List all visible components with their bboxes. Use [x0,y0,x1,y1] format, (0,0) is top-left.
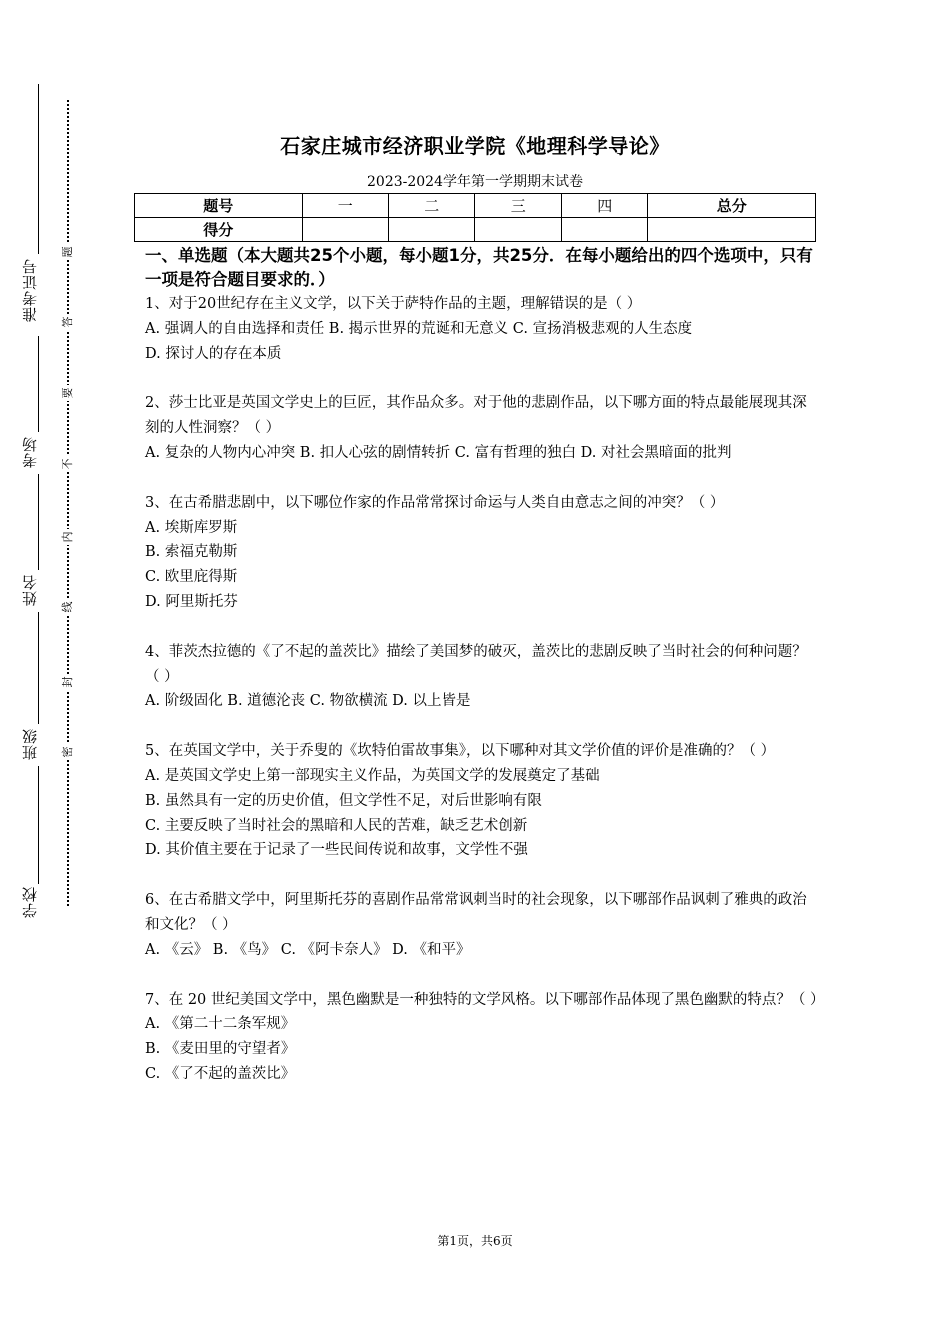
score-header-cell: 二 [388,194,474,218]
seal-char: 密 [62,744,74,760]
seal-char: 答 [62,314,74,330]
section-title: 一、单选题（本大题共25个小题，每小题1分，共25分．在每小题给出的四个选项中，只有一项是符合题目要求的．） [145,246,813,289]
question-options: A. 阶级固化 B. 道德沦丧 C. 物欲横流 D. 以上皆是 [145,693,471,710]
class-label: 班级 [21,728,39,760]
question-option: B. 《麦田里的守望者》 [145,1041,296,1058]
score-cell [475,218,561,242]
question-option: D. 其价值主要在于记录了一些民间传说和故事，文学性不强 [145,842,528,859]
question-options: A. 强调人的自由选择和责任 B. 揭示世界的荒诞和无意义 C. 宣扬消极悲观的人生态度 [145,320,693,337]
question-content [145,244,825,1087]
question-option: B. 虽然具有一定的历史价值，但文学性不足，对后世影响有限 [145,792,542,809]
page-title: 石家庄城市经济职业学院《地理科学导论》 [280,134,670,158]
question-option: A. 是英国文学史上第一部现实主义作品，为英国文学的发展奠定了基础 [145,767,600,784]
question-stem: 4、菲茨杰拉德的《了不起的盖茨比》描绘了美国梦的破灭，盖茨比的悲剧反映了当时社会的何种问题？（ ） [145,643,807,685]
seal-char: 线 [62,599,74,615]
question [145,739,820,863]
question-stem: 1、对于20世纪存在主义文学，以下关于萨特作品的主题，理解错误的是（ ） [145,296,642,312]
score-header-cell: 三 [475,194,561,218]
score-cell [648,218,816,242]
question-option: A. 埃斯库罗斯 [145,519,238,536]
question-option: C. 《了不起的盖茨比》 [145,1065,296,1082]
question [145,391,820,465]
question-option: B. 索福克勒斯 [145,544,238,561]
exam-subtitle: 2023-2024学年第一学期期末试卷 [367,174,583,190]
page-footer: 第1页，共6页 [437,1234,513,1248]
question [145,988,825,1087]
score-header-cell: 四 [561,194,647,218]
seal-char: 不 [62,456,74,472]
question-option: A. 《第二十二条军规》 [145,1016,296,1033]
score-cell [388,218,474,242]
question-option: C. 欧里庇得斯 [145,569,238,586]
seal-char: 题 [62,244,74,260]
question-stem: 3、在古希腊悲剧中，以下哪位作家的作品常常探讨命运与人类自由意志之间的冲突？（ ） [145,494,725,511]
score-table [134,193,816,242]
question [145,292,820,366]
question [145,888,820,962]
name-label: 姓名 [21,574,39,606]
question [145,491,820,615]
score-header-cell: 题号 [135,194,303,218]
seal-char: 封 [62,674,74,690]
question-option: D. 阿里斯托芬 [145,593,238,610]
seal-dotted-line [67,100,69,906]
score-cell [302,218,388,242]
question-stem: 5、在英国文学中，关于乔叟的《坎特伯雷故事集》，以下哪种对其文学价值的评价是准确的？（ ） [145,743,776,760]
exam-number-line [38,84,39,254]
question-options: A. 复杂的人物内心冲突 B. 扣人心弦的剧情转折 C. 富有哲理的独白 D. 对社会黑暗面的批判 [145,444,732,461]
score-header-cell: 总分 [648,194,816,218]
score-cell [561,218,647,242]
school-label: 学校 [21,886,39,918]
school-line [38,766,39,884]
question [145,640,820,714]
score-table-header-row [135,194,816,218]
question-option: C. 主要反映了当时社会的黑暗和人民的苦难，缺乏艺术创新 [145,817,528,834]
score-table-score-row [135,218,816,242]
name-line [38,474,39,570]
seal-char: 内 [62,529,74,545]
question-options: D. 探讨人的存在本质 [145,345,282,362]
score-row-label: 得分 [135,218,303,242]
question-stem: 6、在古希腊文学中，阿里斯托芬的喜剧作品常常讽刺当时的社会现象，以下哪部作品讽刺了雅典的政治和文化？（ ） [145,892,807,933]
seal-char: 要 [62,385,74,401]
exam-room-line [38,336,39,432]
question-stem: 2、莎士比亚是英国文学史上的巨匠，其作品众多。对于他的悲剧作品，以下哪方面的特点最能展现其深刻的人性洞察？（ ） [145,395,807,437]
question-options: A. 《云》 B. 《鸟》 C. 《阿卡奈人》 D. 《和平》 [145,941,471,958]
exam-number-label: 准考证号 [21,258,39,322]
exam-room-label: 考场 [21,436,39,468]
score-header-cell: 一 [302,194,388,218]
class-line [38,612,39,724]
question-stem: 7、在 20 世纪美国文学中，黑色幽默是一种独特的文学风格。以下哪部作品体现了黑色幽默的特点？（ ） [145,991,825,1008]
